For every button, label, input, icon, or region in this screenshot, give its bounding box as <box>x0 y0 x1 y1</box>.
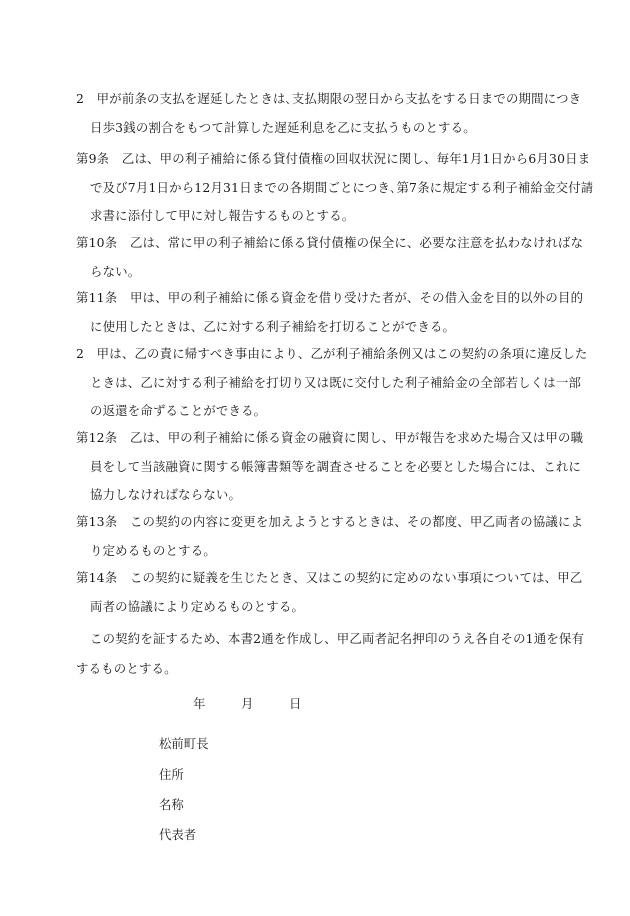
date-line <box>193 694 301 712</box>
date-year-label: 年 <box>193 696 206 711</box>
date-month-label: 月 <box>241 696 254 711</box>
clause-8-paragraph-2 <box>76 85 582 142</box>
clause-line: 第12条 乙は、甲の利子補給に係る資金の融資に関し、甲が報告を求めた場合又は甲の職 <box>76 430 584 445</box>
clause-line: 日歩3銭の割合をもつて計算した遅延利息を乙に支払うものとする。 <box>90 119 476 135</box>
clause-line: 2 甲は、乙の責に帰すべき事由により、乙が利子補給条例又はこの契約の条項に違反した <box>76 346 588 361</box>
clause-line: の返還を命ずることができる。 <box>90 403 267 418</box>
clause-line: 第11条 甲は、甲の利子補給に係る資金を借り受けた者が、その借入金を目的以外の目的 <box>76 290 584 305</box>
clause-line: 協力しなければならない。 <box>90 487 242 502</box>
closing-line: この契約を証するため、本書2通を作成し、甲乙両者記名押印のうえ各自その1通を保有 <box>90 631 585 646</box>
closing-statement <box>76 624 585 684</box>
clause-line: 員をして当該融資に関する帳簿書類等を調査させることを必要とした場合には、これに <box>90 458 582 474</box>
signatory-address: 住所 <box>159 767 184 782</box>
signatory-name: 名称 <box>159 797 184 812</box>
closing-line: するものとする。 <box>76 661 177 676</box>
clause-line: 第9条 乙は、甲の利子補給に係る貸付債権の回収状況に関し、毎年1月1日から6月30日ま <box>76 151 591 166</box>
clause-line: に使用したときは、乙に対する利子補給を打切ることができる。 <box>90 318 456 334</box>
clause-11-paragraph-2 <box>76 340 588 426</box>
signatory-mayor: 松前町長 <box>159 736 209 751</box>
date-day-label: 日 <box>289 696 302 711</box>
clause-line: り定めるものとする。 <box>90 542 216 558</box>
clause-12 <box>76 424 584 510</box>
clause-line: 2 甲が前条の支払を遅延したときは､支払期限の翌日から支払をする日までの期間につき <box>76 91 582 106</box>
clause-line: ときは、乙に対する利子補給を打切り又は既に交付した利子補給金の全部若しくは一部 <box>90 374 582 390</box>
clause-line: 第13条 この契約の内容に変更を加えようとするときは、その都度、甲乙両者の協議によ <box>76 514 584 529</box>
clause-14 <box>76 564 583 621</box>
clause-line: 第14条 この契約に疑義を生じたとき、又はこの契約に定めのない事項については、甲乙 <box>76 570 583 585</box>
clause-line: 第10条 乙は、常に甲の利子補給に係る貸付債権の保全に、必要な注意を払わなければな <box>76 235 584 250</box>
clause-line: 両者の協議により定めるものとする。 <box>90 598 305 614</box>
clause-11 <box>76 284 584 341</box>
clause-9 <box>76 145 594 231</box>
clause-13 <box>76 508 584 565</box>
signatory-representative: 代表者 <box>159 827 197 842</box>
clause-10 <box>76 229 584 286</box>
clause-line: らない。 <box>90 263 141 279</box>
clause-line: で及び7月1日から12月31日までの各期間ごとにつき､第7条に規定する利子補給金交付請 <box>90 179 594 195</box>
clause-line: 求書に添付して甲に対し報告するものとする。 <box>90 208 355 223</box>
